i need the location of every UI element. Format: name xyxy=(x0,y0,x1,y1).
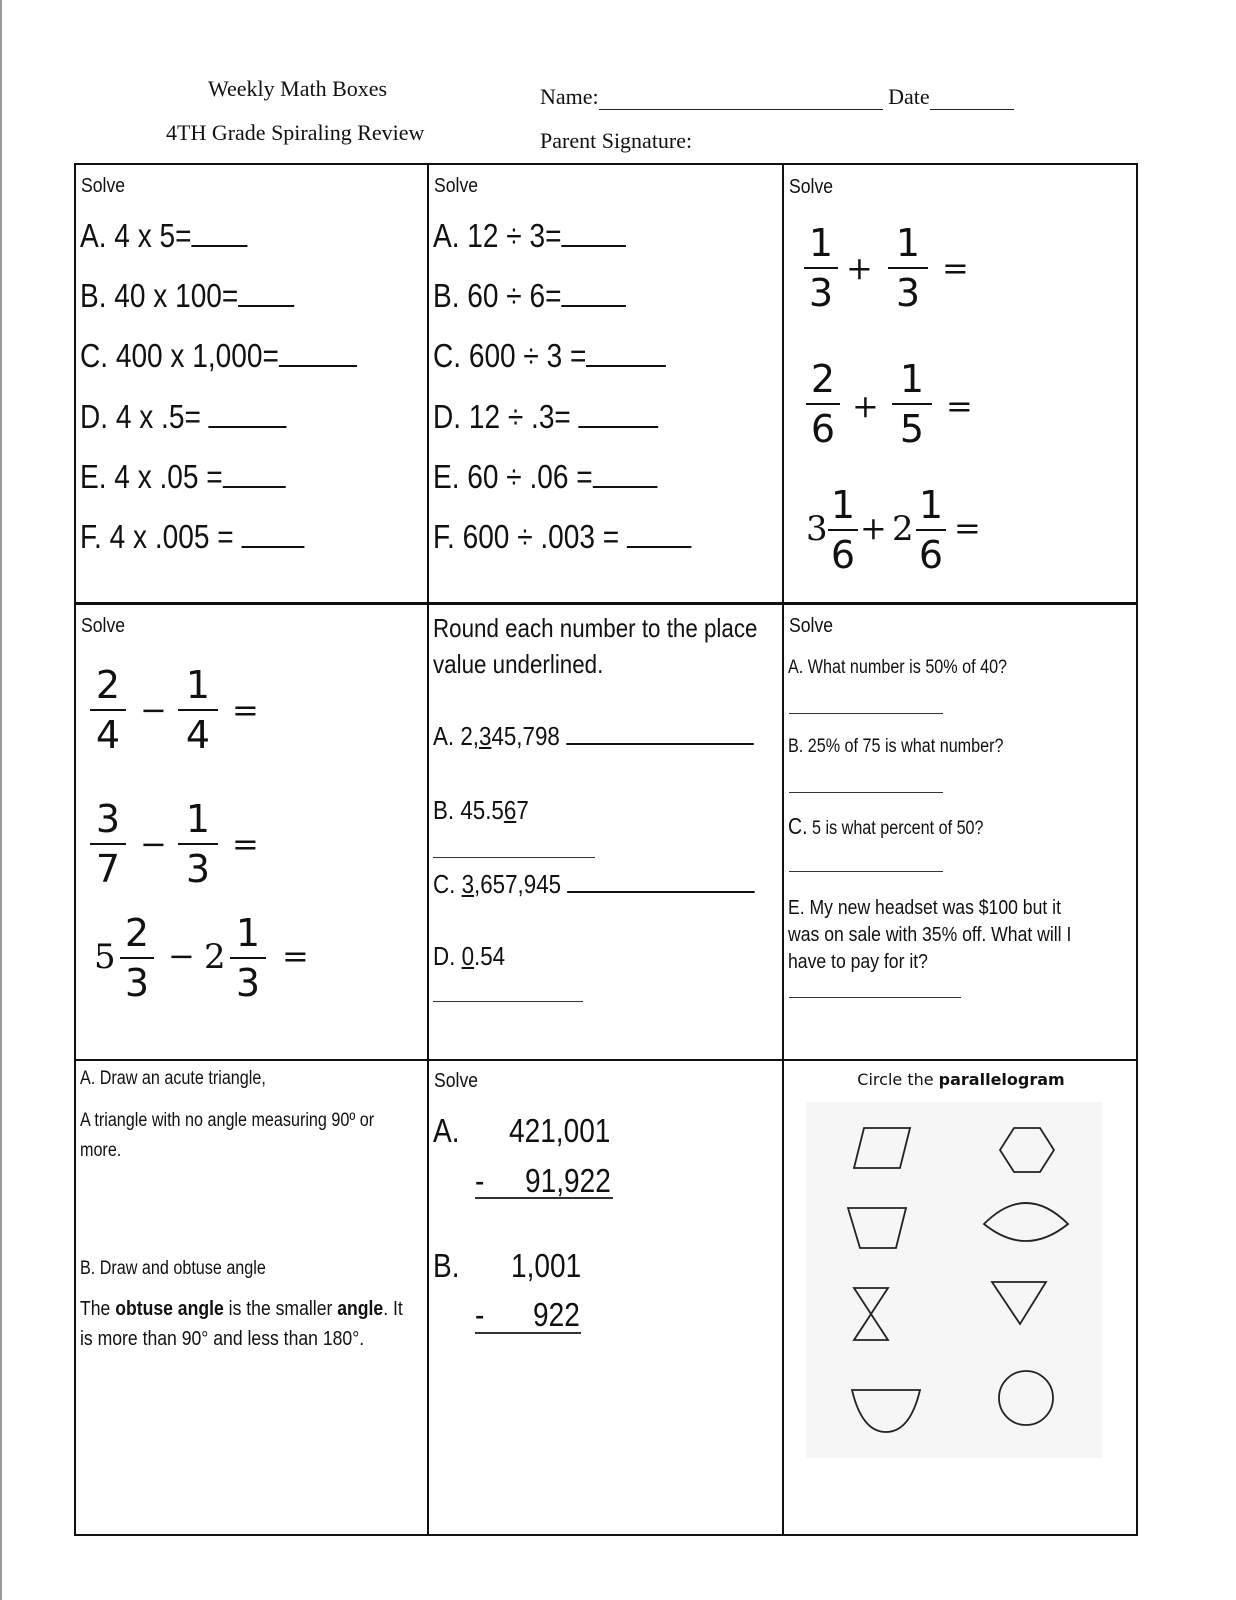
answer-blank[interactable] xyxy=(566,721,753,745)
fraction: 3 7 xyxy=(90,797,126,891)
box-fraction-addition xyxy=(784,165,1138,603)
page-edge xyxy=(0,0,2,1600)
answer-blank[interactable] xyxy=(209,400,287,428)
problem: C. 5 is what percent of 50? xyxy=(788,813,984,839)
problem: E. My new headset was $100 but it xyxy=(788,897,1061,919)
task-title: A. Draw an acute triangle, xyxy=(80,1068,266,1089)
problem: was on sale with 35% off. What will I xyxy=(788,924,1072,946)
answer-blank[interactable] xyxy=(567,869,754,893)
triangle-shape[interactable] xyxy=(992,1282,1046,1324)
worksheet-title: Weekly Math Boxes xyxy=(208,76,388,101)
problem: A. 12 ÷ 3= xyxy=(433,217,626,255)
operator: − xyxy=(140,691,167,729)
problem: E. 60 ÷ .06 = xyxy=(433,458,657,496)
box-label: Solve xyxy=(434,175,479,197)
equals: = xyxy=(942,249,969,287)
answer-blank[interactable] xyxy=(238,279,294,307)
equals: = xyxy=(232,825,259,863)
parent-signature-label: Parent Signature: xyxy=(540,128,693,153)
fraction: 2 3 xyxy=(120,911,154,1005)
lens-shape[interactable] xyxy=(984,1203,1068,1241)
answer-blank[interactable] xyxy=(561,279,626,307)
fraction: 1 6 xyxy=(828,483,858,577)
problem: B. 45.567 xyxy=(433,795,529,825)
whole-number: 3 xyxy=(806,509,828,549)
problem: A. What number is 50% of 40? xyxy=(788,657,1008,678)
answer-blank[interactable] xyxy=(789,792,943,793)
answer-blank[interactable] xyxy=(586,339,666,367)
equals: = xyxy=(232,691,259,729)
definition: The obtuse angle is the smaller angle. It xyxy=(80,1298,403,1320)
fraction: 1 5 xyxy=(892,357,932,451)
fraction: 1 4 xyxy=(178,663,218,757)
fraction: 2 4 xyxy=(90,663,126,757)
problem: A. 2,345,798 xyxy=(433,721,754,752)
underline xyxy=(475,1197,613,1199)
answer-blank[interactable] xyxy=(789,997,961,998)
definition: is more than 90° and less than 180°. xyxy=(80,1328,365,1350)
problem: C. 600 ÷ 3 = xyxy=(433,337,666,375)
problem: A. 4 x 5= xyxy=(80,217,248,255)
circle-shape[interactable] xyxy=(999,1371,1053,1425)
minus-sign: - xyxy=(475,1162,485,1199)
definition: more. xyxy=(80,1140,122,1161)
fraction: 1 6 xyxy=(916,483,946,577)
box-subtraction xyxy=(429,1062,783,1536)
shapes-svg xyxy=(784,1062,1138,1536)
equals: = xyxy=(954,509,981,547)
hourglass-shape[interactable] xyxy=(854,1288,888,1340)
problem: D. 0.54 xyxy=(433,941,506,971)
box-label: Solve xyxy=(434,1070,479,1092)
box-shapes xyxy=(784,1062,1138,1536)
whole-number: 5 xyxy=(94,937,116,977)
box-fraction-subtraction xyxy=(76,605,428,1061)
answer-blank[interactable] xyxy=(579,400,659,428)
problem: D. 4 x .5= xyxy=(80,398,287,436)
problem: E. 4 x .05 = xyxy=(80,458,286,496)
box-label: Solve xyxy=(81,175,126,197)
answer-blank[interactable] xyxy=(433,1001,583,1002)
problem: C. 3,657,945 xyxy=(433,869,755,900)
problem: B. 40 x 100= xyxy=(80,277,294,315)
instruction: Round each number to the place xyxy=(433,613,758,643)
answer-blank[interactable] xyxy=(433,857,595,858)
problem-label: B. xyxy=(433,1247,460,1284)
drawing-area-b[interactable] xyxy=(86,1362,416,1522)
box-label: Solve xyxy=(789,615,834,637)
problem: have to pay for it? xyxy=(788,951,928,973)
box-label: Solve xyxy=(789,176,834,198)
problem: D. 12 ÷ .3= xyxy=(433,398,659,436)
box-percent xyxy=(784,605,1138,1061)
operator: + xyxy=(852,387,879,425)
fraction: 1 3 xyxy=(888,221,928,315)
name-line[interactable] xyxy=(599,89,883,110)
operator: − xyxy=(168,937,195,975)
underline xyxy=(475,1332,581,1334)
name-field[interactable] xyxy=(540,84,1014,110)
box-division xyxy=(429,165,783,603)
trapezoid-shape[interactable] xyxy=(848,1208,906,1248)
box-drawing xyxy=(76,1062,428,1536)
name-label: Name: xyxy=(540,84,599,109)
instruction: value underlined. xyxy=(433,649,604,679)
answer-blank[interactable] xyxy=(223,460,286,488)
drawing-area-a[interactable] xyxy=(86,1172,416,1252)
equals: = xyxy=(282,937,309,975)
minuend: 421,001 xyxy=(509,1112,611,1149)
worksheet-subtitle: 4TH Grade Spiraling Review xyxy=(166,120,425,145)
parallelogram-shape[interactable] xyxy=(854,1128,910,1168)
minus-sign: - xyxy=(475,1296,485,1333)
operator: + xyxy=(860,509,887,547)
minuend: 1,001 xyxy=(511,1247,582,1284)
problem: F. 600 ÷ .003 = xyxy=(433,518,692,556)
answer-blank[interactable] xyxy=(627,520,692,548)
problem-label: A. xyxy=(433,1112,460,1149)
fraction: 1 3 xyxy=(230,911,266,1005)
operator: + xyxy=(846,249,873,287)
box-rounding xyxy=(429,605,783,1061)
date-line[interactable] xyxy=(930,89,1014,110)
answer-blank[interactable] xyxy=(593,460,658,488)
subtrahend: 922 xyxy=(533,1296,580,1333)
definition: A triangle with no angle measuring 90º or xyxy=(80,1110,375,1131)
fraction: 1 3 xyxy=(178,797,218,891)
problem: C. 400 x 1,000= xyxy=(80,337,357,375)
fraction: 1 3 xyxy=(804,221,838,315)
date-label: Date xyxy=(888,84,930,109)
hexagon-shape[interactable] xyxy=(1000,1128,1054,1172)
equals: = xyxy=(946,387,973,425)
shapes-instruction: Circle the parallelogram xyxy=(857,1070,1065,1089)
whole-number: 2 xyxy=(204,937,226,977)
box-multiplication xyxy=(76,165,428,603)
fraction: 2 6 xyxy=(806,357,840,451)
subtrahend: 91,922 xyxy=(525,1162,611,1199)
whole-number: 2 xyxy=(892,509,914,549)
box-label: Solve xyxy=(81,615,126,637)
operator: − xyxy=(140,825,167,863)
problem: F. 4 x .005 = xyxy=(80,518,304,556)
problem: B. 60 ÷ 6= xyxy=(433,277,626,315)
math-boxes-grid xyxy=(74,163,1138,1536)
answer-blank[interactable] xyxy=(279,339,357,367)
answer-blank[interactable] xyxy=(561,219,626,247)
answer-blank[interactable] xyxy=(191,219,247,247)
semicircle-shape[interactable] xyxy=(852,1390,920,1432)
answer-blank[interactable] xyxy=(789,871,943,872)
answer-blank[interactable] xyxy=(241,520,304,548)
answer-blank[interactable] xyxy=(789,713,943,714)
problem: B. 25% of 75 is what number? xyxy=(788,736,1004,757)
task-title: B. Draw and obtuse angle xyxy=(80,1258,266,1279)
